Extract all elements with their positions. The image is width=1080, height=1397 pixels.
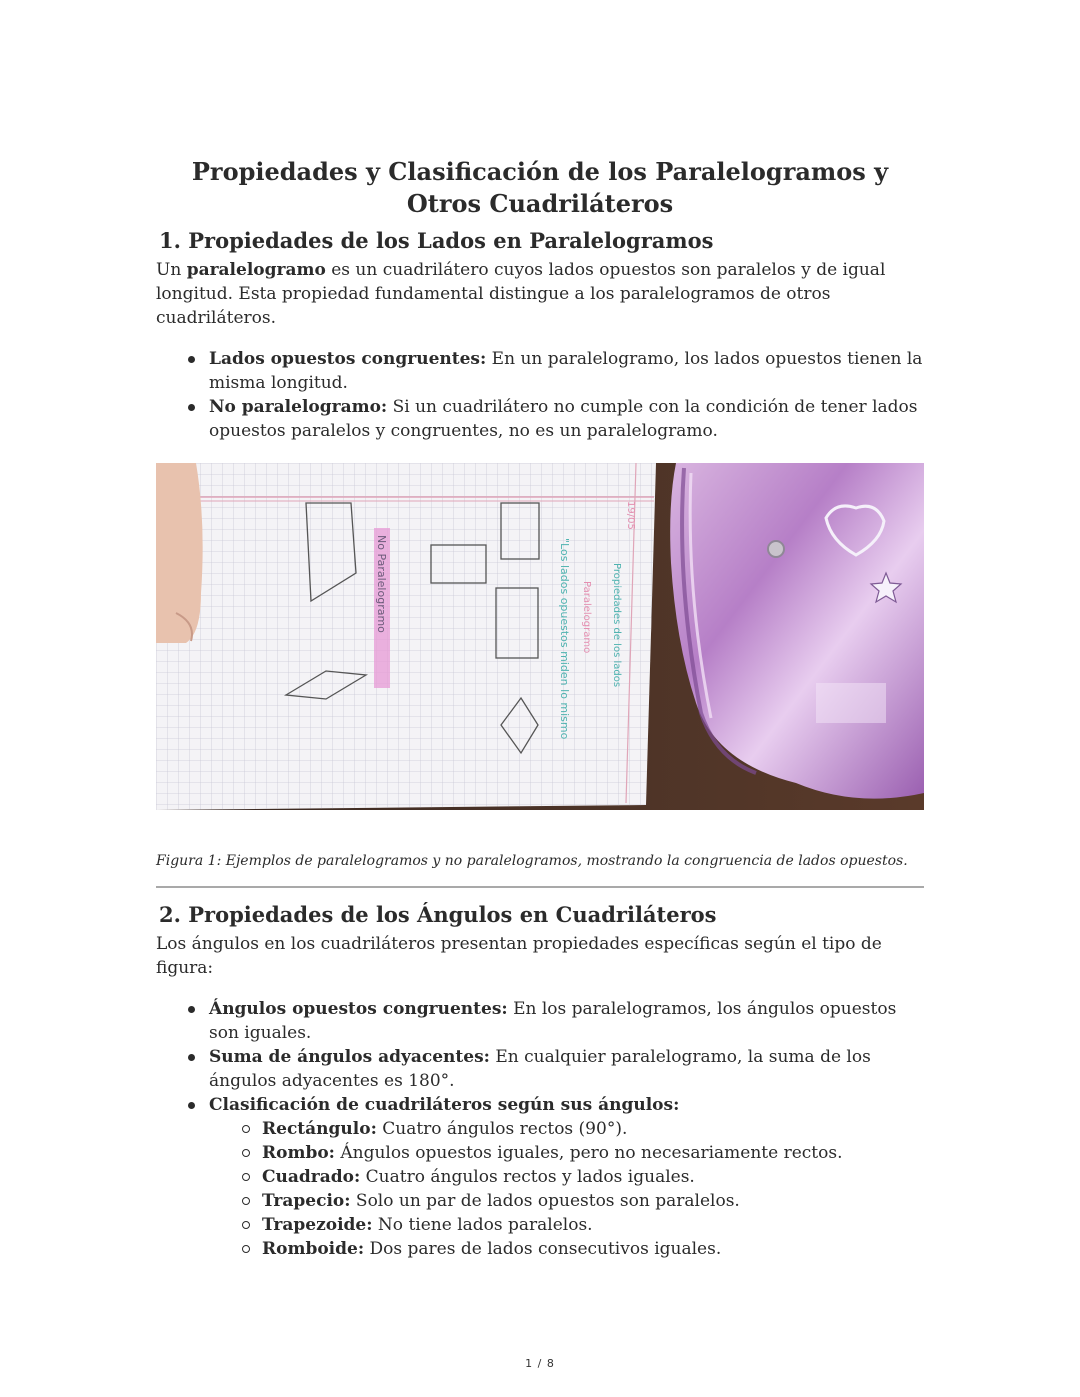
section-2-heading: 2. Propiedades de los Ángulos en Cuadriláteros <box>159 902 717 927</box>
section-2-bullets <box>156 997 924 1261</box>
list-item: Ángulos opuestos congruentes: En los paralelogramos, los ángulos opuestos son iguales. <box>156 997 924 1045</box>
notebook-label-no-paralelogramo: No Paralelogramo <box>375 535 388 633</box>
section-2 <box>156 900 924 1261</box>
classification-sublist <box>209 1117 924 1261</box>
section-1-intro: Un paralelogramo es un cuadrilátero cuyos lados opuestos son paralelos y de igual longitud. Esta propiedad fundamental distingue a los paralelogramos de otros cuadriláteros. <box>156 260 886 328</box>
notebook-label-lados: "Los lados opuestos miden lo mismo <box>558 538 571 740</box>
list-item: No paralelogramo: Si un cuadrilátero no cumple con la condición de tener lados opuestos paralelos y congruentes, no es un paralelogramo. <box>156 395 924 443</box>
notebook-label-propiedades: Propiedades de los lados <box>611 563 622 688</box>
page-number: 1 / 8 <box>525 1357 555 1370</box>
figure-photo <box>156 463 924 810</box>
document-title: Propiedades y Clasificación de los Paralelogramos y Otros Cuadriláteros <box>191 157 889 218</box>
sublist-item: Romboide: Dos pares de lados consecutivos iguales. <box>209 1237 924 1261</box>
list-item: Suma de ángulos adyacentes: En cualquier paralelogramo, la suma de los ángulos adyacentes es 180°. <box>156 1045 924 1093</box>
list-item: Clasificación de cuadriláteros según sus ángulos: Rectángulo: Cuatro ángulos rectos (90°). Rombo: Ángulos opuestos iguales, pero no necesariamente rectos. Cuadrado: Cuatro ángulos rectos y lados iguales. Trapecio: Solo un par de lados opuestos son paralelos. Trapezoide: No tiene lados paralelos. Romboide: Dos pares de lados consecutivos iguales. <box>156 1093 924 1261</box>
notebook-label-paralelogramo: Paralelogramo <box>581 581 592 654</box>
term-paralelogramo: paralelogramo <box>186 260 326 280</box>
sublist-item: Rectángulo: Cuatro ángulos rectos (90°). <box>209 1117 924 1141</box>
snap-button <box>768 541 784 557</box>
sublist-item: Rombo: Ángulos opuestos iguales, pero no necesariamente rectos. <box>209 1141 924 1165</box>
sublist-item: Cuadrado: Cuatro ángulos rectos y lados iguales. <box>209 1165 924 1189</box>
list-item: Lados opuestos congruentes: En un paralelogramo, los lados opuestos tienen la misma longitud. <box>156 347 924 395</box>
sublist-item: Trapecio: Solo un par de lados opuestos son paralelos. <box>209 1189 924 1213</box>
notebook-date: 19/05 <box>625 501 636 530</box>
sublist-item: Trapezoide: No tiene lados paralelos. <box>209 1213 924 1237</box>
section-2-intro: Los ángulos en los cuadriláteros presentan propiedades específicas según el tipo de figura: <box>156 934 882 978</box>
document-body <box>156 156 924 443</box>
divider <box>156 886 924 888</box>
section-1-bullets <box>156 347 924 443</box>
section-1-heading: 1. Propiedades de los Lados en Paralelogramos <box>159 228 714 253</box>
figure-caption: Figura 1: Ejemplos de paralelogramos y no paralelogramos, mostrando la congruencia de lados opuestos. <box>156 853 908 869</box>
